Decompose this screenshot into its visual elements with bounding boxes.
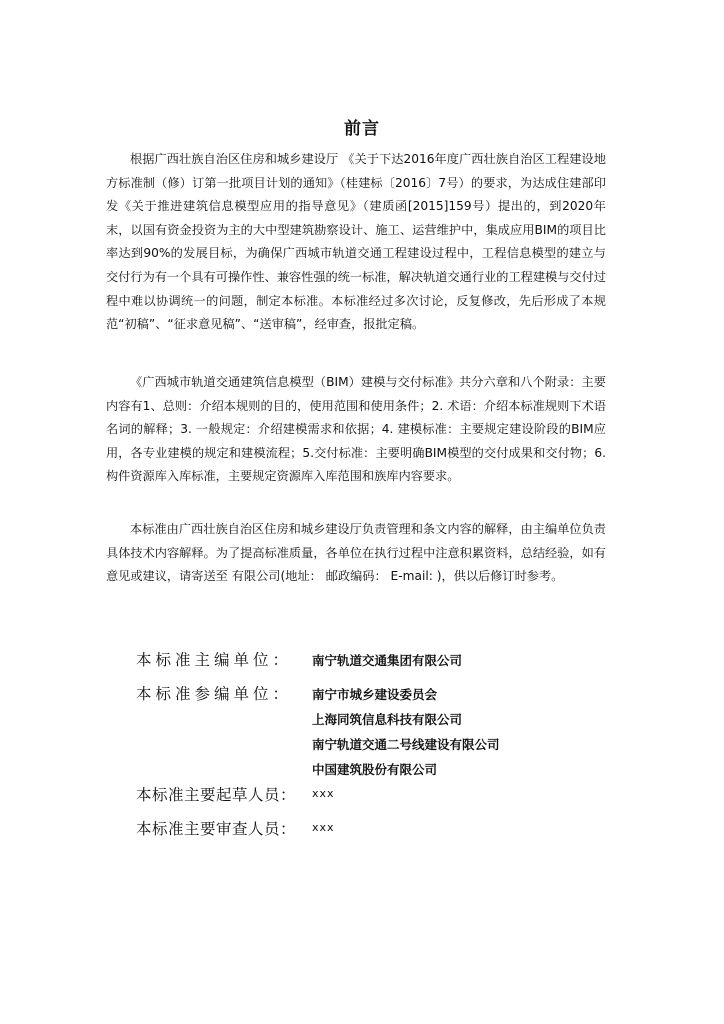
chief-editor-unit: 南宁轨道交通集团有限公司	[312, 653, 463, 668]
co-editor-label: 本标准参编单位：	[136, 685, 293, 703]
co-editor-unit: 南宁轨道交通二号线建设有限公司	[312, 737, 500, 752]
reviewers-label: 本标准主要审查人员：	[136, 820, 297, 838]
drafters-row	[136, 783, 335, 808]
co-editor-unit: 中国建筑股份有限公司	[312, 762, 438, 777]
co-editor-unit: 上海同筑信息科技有限公司	[312, 712, 463, 727]
reviewers-value: xxx	[312, 821, 335, 834]
chief-editor-label: 本标准主编单位：	[136, 651, 293, 669]
paragraph-contents: 《广西城市轨道交通建筑信息模型（BIM）建模与交付标准》共分六章和八个附录：主要内容有1、总则：介绍本规则的目的，使用范围和使用条件；2. 术语：介绍本标准规则下术语名词的解释；3. 一般规定：介绍建模需求和依据；4. 建模标准：主要规定建设阶段的BIM应用，各专业建模的规定和建模流程；5.交付标准：主要明确BIM模型的交付成果和交付物；6. 构件资源库入库标准，主要规定资源库入库范围和族库内容要求。	[106, 375, 606, 484]
chief-editor-row	[136, 648, 462, 673]
chief-editor-units	[312, 648, 462, 673]
paragraph-administration: 本标准由广西壮族自治区住房和城乡建设厅负责管理和条文内容的解释，由主编单位负责具体技术内容解释。为了提高标准质量，各单位在执行过程中注意积累资料，总结经验，如有意见或建议，请寄送至 有限公司(地址： 邮政编码： E-mail: )，供以后修订时参考。	[106, 522, 606, 584]
drafters-value: xxx	[312, 787, 335, 800]
reviewers-row	[136, 817, 335, 842]
paragraph-background: 根据广西壮族自治区住房和城乡建设厅 《关于下达2016年度广西壮族自治区工程建设地方标准制（修）订第一批项目计划的通知》（桂建标〔2016〕7号）的要求，为达成住建部印发《关于推进建筑信息模型应用的指导意见》（建质函[2015]159号）提出的，到2020年末，以国有资金投资为主的大中型建筑勘察设计、施工、运营维护中，集成应用BIM的项目比率达到90%的发展目标，为确保广西城市轨道交通工程建设过程中，工程信息模型的建立与交付行为有一个具有可操作性、兼容性强的统一标准，解决轨道交通行业的工程建模与交付过程中难以协调统一的问题，制定本标准。本标准经过多次讨论，反复修改，先后形成了本规范“初稿”、“征求意见稿”、“送审稿”，经审查，报批定稿。	[106, 152, 606, 332]
co-editor-row	[136, 682, 500, 782]
page-title: 前言	[344, 119, 380, 139]
drafters-label: 本标准主要起草人员：	[136, 786, 297, 804]
co-editor-units	[312, 682, 500, 782]
co-editor-unit: 南宁市城乡建设委员会	[312, 687, 438, 702]
